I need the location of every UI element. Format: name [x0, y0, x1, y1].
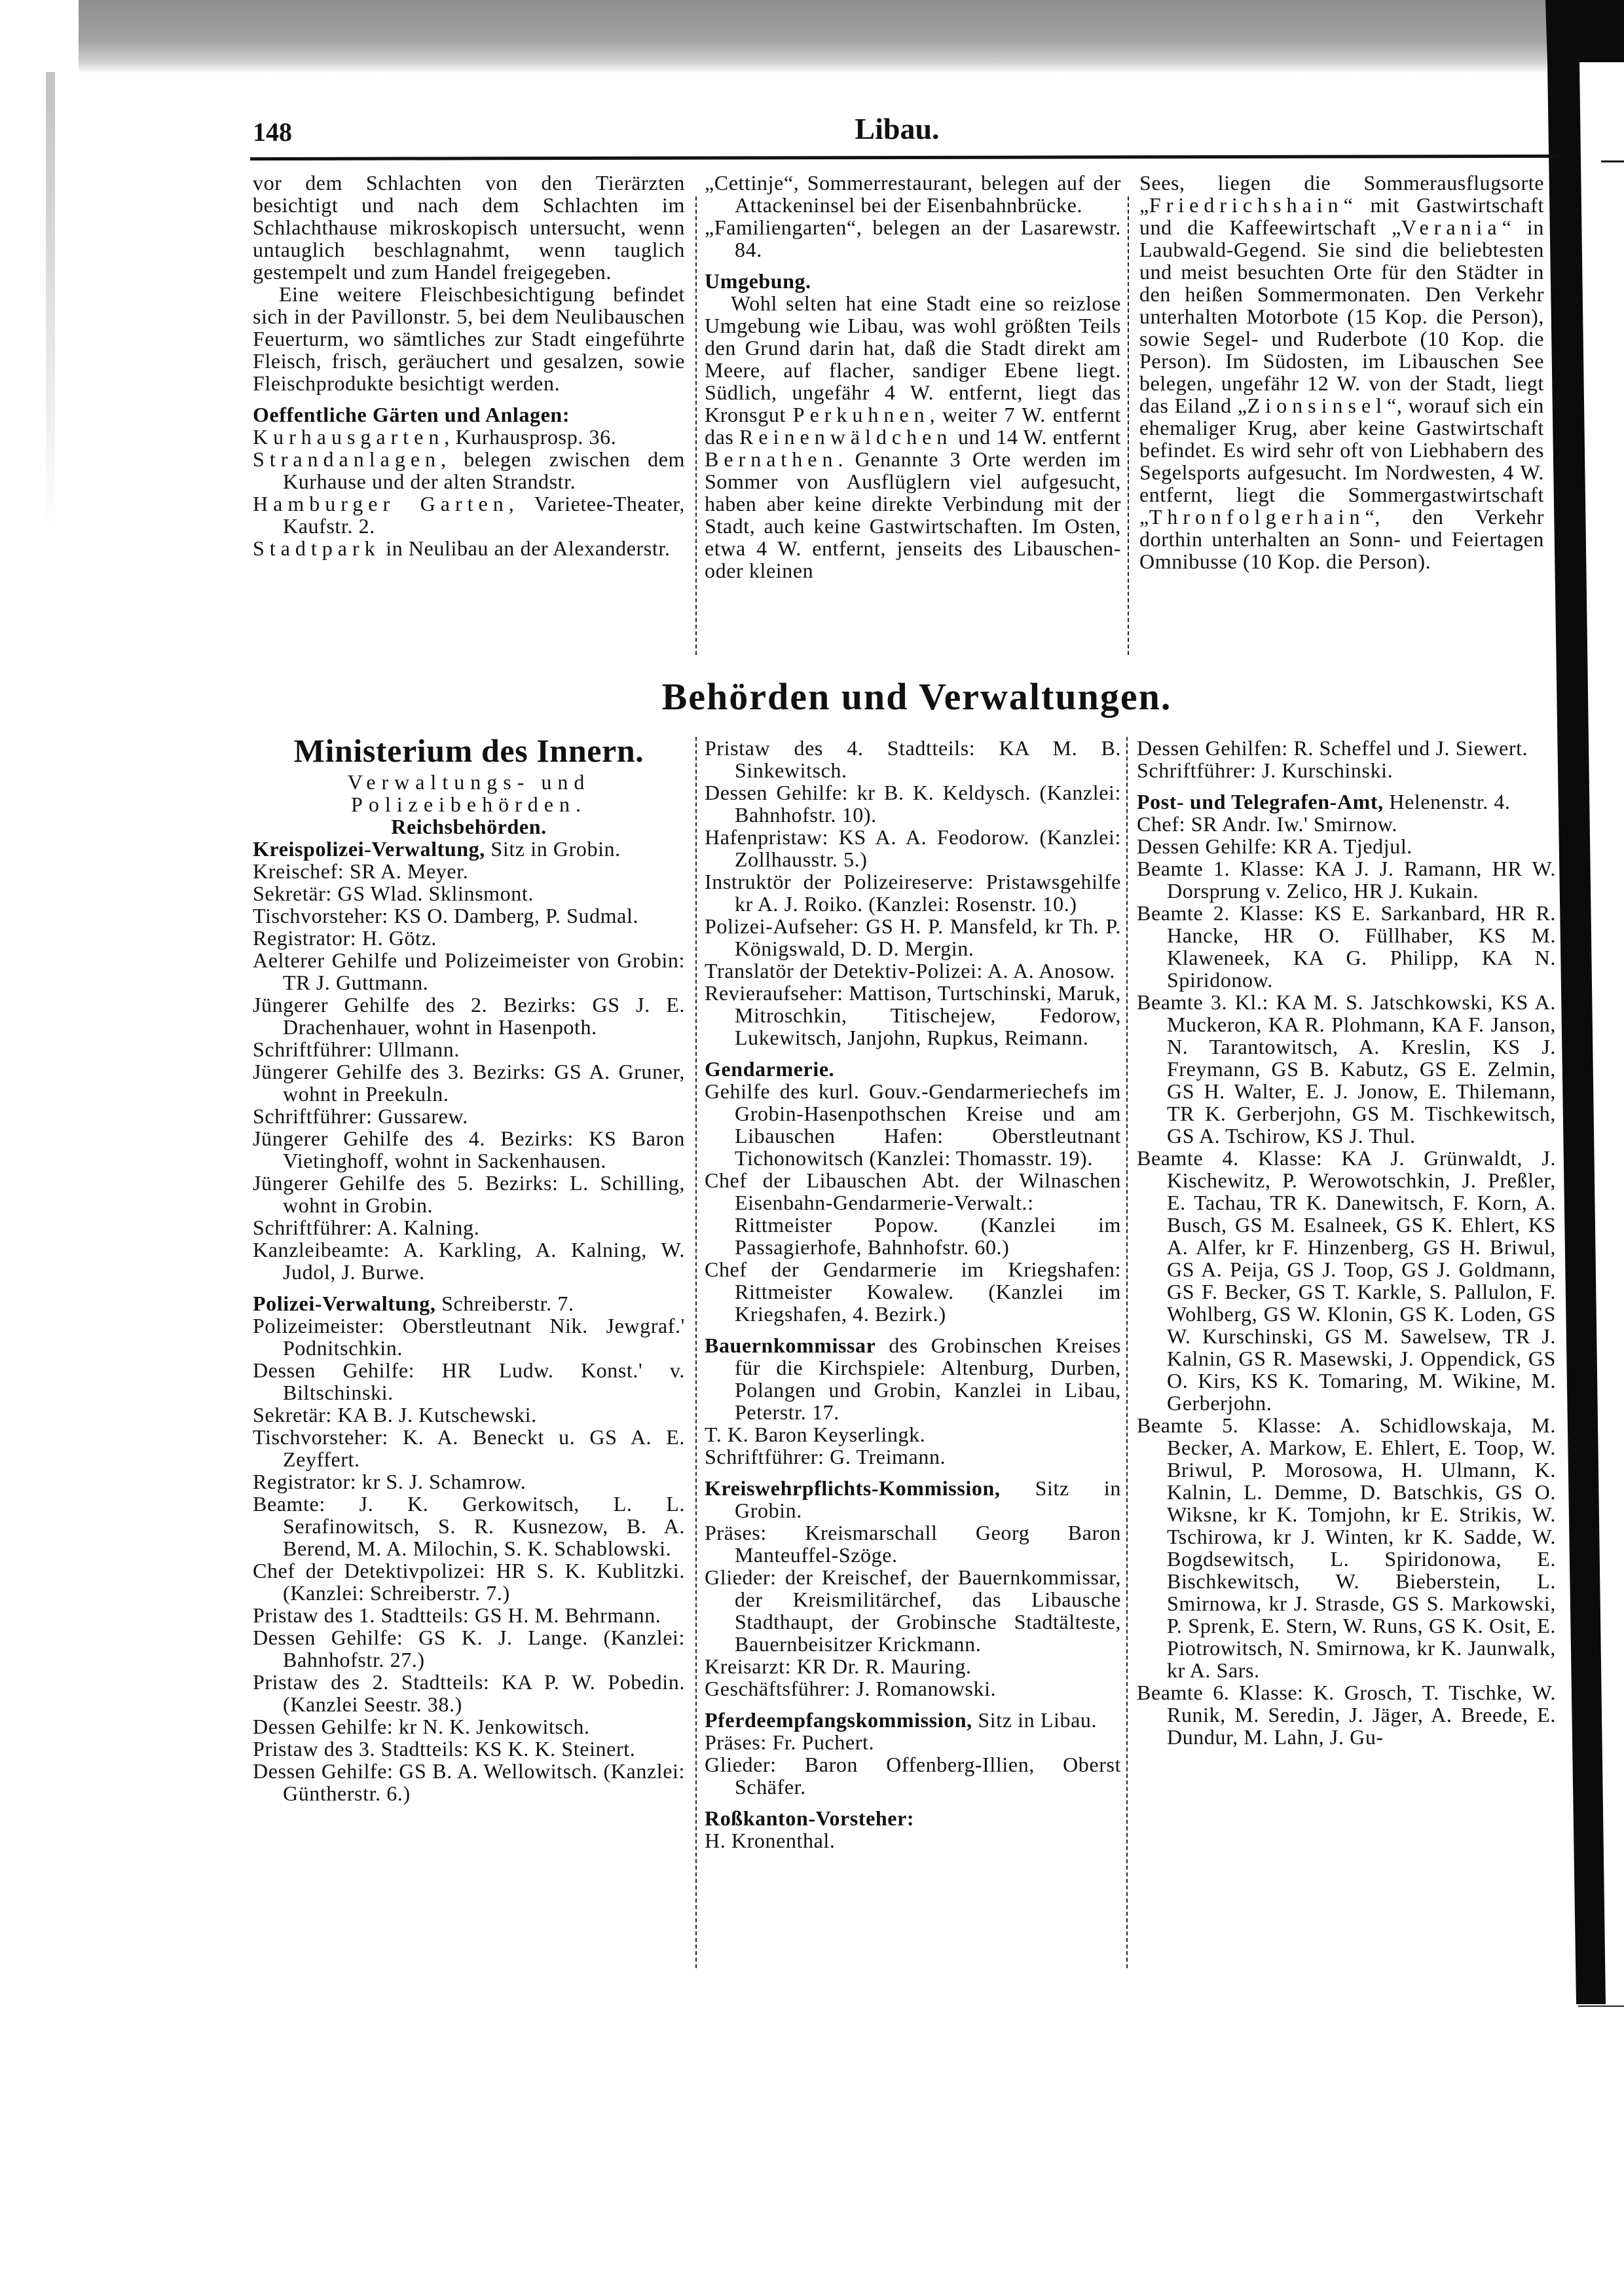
entry-text: “, den Verkehr dorthin unterhalten an Sonn- und Feiertagen Omnibusse (10 Kop. die Person).	[1139, 505, 1544, 573]
column-divider	[1128, 196, 1129, 655]
section-heading	[253, 403, 685, 426]
place-name: Friedrichshain	[1149, 193, 1344, 217]
text-entry	[253, 1315, 685, 1359]
text-entry	[1137, 813, 1556, 835]
text-entry	[253, 1426, 685, 1470]
text-entry	[705, 826, 1121, 870]
text-entry	[705, 1477, 1121, 1521]
scan-shadow-top	[79, 0, 1552, 73]
place-name: Bernathen	[705, 447, 838, 471]
entry-text: Aelterer Gehilfe und Polizeimeister von Grobin: TR J. Guttmann.	[253, 948, 685, 994]
entry-text: Chef der Gendarmerie im Kriegshafen: Rittmeister Kowalew. (Kanzlei im Kriegshafen, 4. Bezirk.)	[705, 1258, 1121, 1326]
text-entry	[705, 1521, 1121, 1566]
entry-text: Polizeimeister: Oberstleutnant Nik. Jewgraf.' Podnitschkin.	[253, 1314, 685, 1360]
text-entry	[705, 292, 1121, 582]
text-entry	[705, 737, 1121, 781]
entry-text: Beamte 2. Klasse: KS E. Sarkanbard, HR R. Hancke, HR O. Füllhaber, KS M. Klaweneek, KA G. Philipp, KA N. Spiridonow.	[1137, 901, 1556, 992]
text-entry	[253, 1715, 685, 1738]
entry-heading: Post- und Telegrafen-Amt,	[1137, 790, 1384, 813]
column-divider	[695, 737, 697, 1968]
text-entry	[1139, 172, 1544, 572]
entry-text: Dessen Gehilfe: GS K. J. Lange. (Kanzlei: Bahnhofstr. 27.)	[253, 1626, 685, 1671]
text-entry	[1137, 737, 1556, 759]
top-column-3	[1139, 172, 1544, 669]
text-entry	[1137, 991, 1556, 1147]
text-entry	[253, 1359, 685, 1404]
place-name: Reinenwäldchen	[739, 425, 953, 449]
entry-text: Polizei-Aufseher: GS H. P. Mansfeld, kr Th. P. Königswald, D. D. Mergin.	[705, 914, 1121, 960]
section-heading	[253, 771, 685, 815]
entry-heading: Roßkanton-Vorsteher:	[705, 1806, 915, 1830]
entry-text: des Grobinschen Kreises für die Kirchspiele: Altenburg, Durben, Polangen und Grobin, Kanzlei in Libau, Peterstr. 17.	[735, 1334, 1121, 1424]
place-name: Strandanlagen	[253, 447, 441, 471]
text-entry	[705, 1677, 1121, 1700]
text-entry	[705, 1169, 1121, 1258]
text-entry	[253, 1292, 685, 1315]
text-entry	[253, 493, 685, 537]
page-number: 148	[253, 117, 292, 147]
text-entry	[253, 1404, 685, 1426]
entry-text: Reichsbehörden.	[391, 815, 547, 838]
entry-text: Dessen Gehilfe: kr N. K. Jenkowitsch.	[253, 1715, 590, 1738]
place-name: Kurhausgarten	[253, 425, 445, 449]
entry-text: Beamte 6. Klasse: K. Grosch, T. Tischke, W. Runik, M. Seredin, J. Jäger, A. Breede, E. Dundur, M. Lahn, J. Gu-	[1137, 1681, 1556, 1749]
section-heading	[253, 730, 685, 771]
entry-text: Chef der Libauschen Abt. der Wilnaschen Eisenbahn-Gendarmerie-Verwalt.: Rittmeister Popow. (Kanzlei im Passagierhofe, Bahnhofstr. 60.)	[705, 1168, 1121, 1259]
entry-text: Schreiberstr. 7.	[435, 1292, 574, 1315]
entry-text: Kanzleibeamte: A. Karkling, A. Kalning, W. Judol, J. Burwe.	[253, 1238, 685, 1284]
section-title: Behörden und Verwaltungen.	[661, 675, 1172, 718]
text-entry	[253, 949, 685, 994]
entry-text: Eine weitere Fleischbesichtigung befindet sich in der Pavillonstr. 5, bei dem Neulibauschen Feuerturm, wo sämtliches zur Stadt eingeführte Fleisch, frisch, geräuchert und gesalzen, sowie Fleischprodukte besichtigt werden.	[253, 282, 685, 395]
entry-text: Translatör der Detektiv-Polizei: A. A. Anosow.	[705, 959, 1115, 982]
entry-text: Ministerium des Innern.	[293, 732, 644, 769]
entry-text: Gehilfe des kurl. Gouv.-Gendarmeriechefs im Grobin-Hasenpothschen Kreise und am Libauschen Hafen: Oberstleutnant Tichonowitsch (Kanzlei: Thomasstr. 19).	[705, 1079, 1121, 1170]
bottom-column-2	[705, 737, 1121, 1988]
text-entry	[1137, 1681, 1556, 1748]
entry-text: Hafenpristaw: KS A. A. Feodorow. (Kanzlei: Zollhausstr. 5.)	[705, 825, 1121, 871]
entry-text: Dessen Gehilfe: GS B. A. Wellowitsch. (Kanzlei: Güntherstr. 6.)	[253, 1759, 685, 1805]
entry-text: Schriftführer: Ullmann.	[253, 1037, 460, 1061]
entry-text: Glieder: Baron Offenberg-Illien, Oberst Schäfer.	[705, 1753, 1121, 1799]
entry-text: Schriftführer: J. Kurschinski.	[1137, 758, 1393, 782]
entry-text: Pristaw des 2. Stadtteils: KA P. W. Pobedin. (Kanzlei Seestr. 38.)	[253, 1670, 685, 1716]
place-name: Perkuhnen	[792, 403, 930, 426]
text-entry	[705, 1829, 1121, 1852]
text-entry	[253, 448, 685, 493]
text-entry	[253, 1604, 685, 1626]
entry-text: Jüngerer Gehilfe des 3. Bezirks: GS A. Gruner, wohnt in Preekuln.	[253, 1060, 685, 1106]
text-entry	[253, 1239, 685, 1283]
entry-text: Verwaltungs- und Polizeibehörden.	[347, 770, 591, 816]
text-entry	[705, 172, 1121, 216]
entry-text: Dessen Gehilfe: HR Ludw. Konst.' v. Biltschinski.	[253, 1358, 685, 1404]
section-heading	[705, 1058, 1121, 1080]
entry-text: Präses: Fr. Puchert.	[705, 1730, 875, 1754]
text-entry	[253, 1127, 685, 1172]
bottom-column-3	[1137, 737, 1556, 1988]
entry-text: „Familiengarten“, belegen an der Lasarewstr. 84.	[705, 215, 1121, 261]
column-divider	[695, 196, 697, 655]
text-entry	[253, 1060, 685, 1105]
entry-text: “ in Laubwald-Gegend. Sie sind die beliebtesten und meist besuchten Orte für den Städter in den heißen Sommermonaten. Den Verkehr unterhalten Motorbote (15 Kop. die Person), sowie Segel- und Ruderbote (10 Kop. die Person). Im Südosten, im Libauschen See belegen, ungefähr 12 W. von der Stadt, liegt das Eiland „	[1139, 215, 1544, 417]
entry-text: Dessen Gehilfe: kr B. K. Keldysch. (Kanzlei: Bahnhofstr. 10).	[705, 781, 1121, 827]
entry-text: , Kurhausprosp. 36.	[444, 425, 617, 449]
text-entry	[1137, 835, 1556, 857]
entry-text: Kreischef: SR A. Meyer.	[253, 859, 469, 883]
entry-heading: Kreispolizei-Verwaltung,	[253, 837, 485, 861]
text-entry	[253, 1671, 685, 1715]
entry-text: Kreisarzt: KR Dr. R. Mauring.	[705, 1654, 972, 1678]
top-column-1	[253, 172, 685, 669]
entry-text: Beamte 3. Kl.: KA M. S. Jatschkowski, KS A. Muckeron, KA R. Plohmann, KA F. Janson, N. Tarantowitsch, A. Kreslin, KS J. Freymann, GS B. Kabutz, GS E. Zelmin, GS H. Walter, E. J. Jonow, E. Thilemann, TR K. Gerberjohn, GS M. Tischkewitsch, GS A. Tschirow, KS J. Thul.	[1137, 990, 1556, 1148]
text-entry	[705, 216, 1121, 261]
text-entry	[705, 1566, 1121, 1655]
entry-text: Beamte 5. Klasse: A. Schidlowskaja, M. Becker, A. Markow, E. Ehlert, E. Toop, W. Briwul, P. Morosowa, H. Ulmann, K. Kalnin, L. Demme, D. Batschkis, GS O. Wiksne, kr K. Tomjohn, kr E. Strikis, W. Tschirowa, kr J. Winten, kr K. Sadde, W. Bogdsewitsch, L. Spiridonowa, E. Bischkewitsch, W. Bieberstein, L. Smirnowa, kr J. Strasde, GS S. Markowski, P. Sprenk, E. Stern, W. Runs, GS K. Osit, E. Piotrowitsch, N. Smirnowa, kr K. Jaunwalk, kr A. Sars.	[1137, 1413, 1556, 1682]
entry-text: Pristaw des 3. Stadtteils: KS K. K. Steinert.	[253, 1737, 636, 1761]
entry-text: Jüngerer Gehilfe des 5. Bezirks: L. Schilling, wohnt in Grobin.	[253, 1171, 685, 1217]
text-entry	[705, 781, 1121, 826]
entry-text: “ mit Gastwirtschaft und die Kaffeewirtschaft „	[1139, 193, 1544, 239]
entry-heading: Gendarmerie.	[705, 1057, 835, 1081]
entry-heading: Kreiswehrpflichts-Kommission,	[705, 1476, 1001, 1500]
entry-text: Helenenstr. 4.	[1383, 790, 1511, 813]
entry-text: Dessen Gehilfen: R. Scheffel und J. Siewert.	[1137, 737, 1528, 760]
entry-text: und 14 W. entfernt	[952, 425, 1121, 449]
place-name: Stadtpark	[253, 536, 380, 560]
text-entry	[253, 882, 685, 905]
text-entry	[1137, 759, 1556, 781]
entry-text: Revieraufseher: Mattison, Turtschinski, Maruk, Mitroschkin, Titischejew, Fedorow, Lukewitsch, Janjohn, Rupkus, Reimann.	[705, 981, 1121, 1049]
text-entry	[1137, 902, 1556, 991]
entry-text: Tischvorsteher: KS O. Damberg, P. Sudmal.	[253, 904, 639, 927]
entry-text: . Genannte 3 Orte werden im Sommer von Ausflüglern viel aufgesucht, haben aber keine direkte Verbindung mit der Stadt, auch keine Gastwirtschaften. Im Osten, etwa 4 W. entfernt, jenseits des Libauschen- oder kleinen	[705, 447, 1121, 582]
text-entry	[1137, 857, 1556, 902]
text-entry	[253, 1470, 685, 1493]
header-rule	[250, 155, 1560, 160]
entry-text: Chef der Detektivpolizei: HR S. K. Kublitzki. (Kanzlei: Schreiberstr. 7.)	[253, 1559, 685, 1605]
entry-text: Sitz in Libau.	[972, 1708, 1098, 1732]
entry-text: Wohl selten hat eine Stadt eine so reizlose Umgebung wie Libau, was wohl größten Teils den Grund darin hat, daß die Stadt direkt am Meere, auf flacher, sandiger Ebene liegt. Südlich, ungefähr 4 W. entfernt, liegt das Kronsgut	[705, 291, 1121, 426]
entry-text: Dessen Gehilfe: KR A. Tjedjul.	[1137, 834, 1412, 858]
entry-text: Sekretär: KA B. J. Kutschewski.	[253, 1403, 537, 1427]
entry-text: , belegen zwischen dem Kurhause und der alten Strandstr.	[283, 447, 685, 493]
entry-heading: Oeffentliche Gärten und Anlagen:	[253, 403, 570, 426]
text-entry	[705, 1080, 1121, 1169]
entry-text: Sees, liegen die Sommerausflugsorte „	[1139, 172, 1544, 217]
entry-text: Tischvorsteher: K. A. Beneckt u. GS A. E. Zeyffert.	[253, 1425, 685, 1471]
place-name: Thronfolgerhain	[1149, 505, 1365, 529]
top-column-2	[705, 172, 1121, 669]
entry-text: „Cettinje“, Sommerrestaurant, belegen auf der Attackeninsel bei der Eisenbahnbrücke.	[705, 172, 1121, 217]
text-entry	[253, 283, 685, 394]
text-entry	[253, 537, 685, 559]
text-entry	[253, 1105, 685, 1127]
text-entry	[705, 1334, 1121, 1423]
text-entry	[705, 1709, 1121, 1731]
text-entry	[1137, 1147, 1556, 1414]
entry-text: “, worauf sich ein ehemaliger Krug, aber keine Gastwirtschaft befindet. Es wird sehr oft von Liebhabern des Segelsports aufgesucht. Im Nordwesten, 4 W. entfernt, liegt die Sommergastwirtschaft „	[1139, 394, 1544, 529]
text-entry	[253, 994, 685, 1038]
entry-text: T. K. Baron Keyserlingk.	[705, 1423, 926, 1446]
text-entry	[253, 1172, 685, 1216]
entry-text: Präses: Kreismarschall Georg Baron Manteuffel-Szöge.	[705, 1521, 1121, 1567]
running-title: Libau.	[855, 112, 940, 145]
entry-heading: Umgebung.	[705, 269, 811, 293]
entry-text: H. Kronenthal.	[705, 1829, 836, 1852]
place-name: Hamburger Garten	[253, 492, 509, 515]
entry-text: Jüngerer Gehilfe des 4. Bezirks: KS Baron Vietinghoff, wohnt in Sackenhausen.	[253, 1127, 685, 1172]
entry-text: Sekretär: GS Wlad. Sklinsmont.	[253, 882, 534, 905]
entry-heading: Pferdeempfangskommission,	[705, 1708, 972, 1732]
entry-text: Beamte 1. Klasse: KA J. J. Ramann, HR W. Dorsprung v. Zelico, HR J. Kukain.	[1137, 857, 1556, 903]
entry-text: Jüngerer Gehilfe des 2. Bezirks: GS J. E. Drachenhauer, wohnt in Hasenpoth.	[253, 993, 685, 1039]
entry-text: in Neulibau an der Alexanderstr.	[380, 536, 671, 560]
text-entry	[705, 1423, 1121, 1446]
text-entry	[253, 838, 685, 860]
entry-text: , Varietee-Theater, Kaufstr. 2.	[283, 492, 685, 538]
entry-text: Pristaw des 1. Stadtteils: GS H. M. Behrmann.	[253, 1603, 661, 1627]
text-entry	[253, 1216, 685, 1239]
text-entry	[1137, 791, 1556, 813]
entry-text: Glieder: der Kreischef, der Bauernkommissar, der Kreismilitärchef, das Libausche Stadthaupt, der Grobinsche Stadtälteste, Bauernbeisitzer Krickmann.	[705, 1565, 1121, 1656]
text-entry	[705, 1446, 1121, 1468]
text-entry	[253, 860, 685, 882]
book-gutter-shadow	[1545, 0, 1624, 2011]
text-entry	[253, 1559, 685, 1604]
text-entry	[253, 927, 685, 949]
next-page-edge	[1578, 2006, 1624, 2007]
next-page-rule	[1601, 160, 1624, 162]
entry-text: Schriftführer: G. Treimann.	[705, 1445, 946, 1468]
entry-text: , weiter 7 W. entfernt das	[705, 403, 1121, 449]
entry-text: Pristaw des 4. Stadtteils: KA M. B. Sinkewitsch.	[705, 737, 1121, 782]
entry-heading: Polizei-Verwaltung,	[253, 1292, 436, 1315]
section-heading	[705, 270, 1121, 292]
place-name: Zionsinsel	[1247, 394, 1388, 417]
column-divider	[1126, 737, 1128, 1968]
text-entry	[253, 172, 685, 283]
place-name: Verania	[1401, 215, 1502, 239]
entry-text: Registrator: kr S. J. Schamrow.	[253, 1470, 526, 1493]
text-entry	[705, 960, 1121, 982]
text-entry	[253, 1038, 685, 1060]
entry-text: Beamte: J. K. Gerkowitsch, L. L. Serafinowitsch, S. R. Kusnezow, B. A. Berend, M. A. Milochin, S. K. Schablowski.	[253, 1492, 685, 1560]
scan-shadow-left	[46, 72, 55, 531]
text-entry	[705, 1731, 1121, 1753]
entry-text: Chef: SR Andr. Iw.' Smirnow.	[1137, 812, 1397, 836]
text-entry	[705, 915, 1121, 960]
text-entry	[253, 1760, 685, 1804]
section-heading	[253, 815, 685, 838]
entry-text: Instruktör der Polizeireserve: Pristawsgehilfe kr A. J. Roiko. (Kanzlei: Rosenstr. 10.)	[705, 870, 1121, 916]
entry-text: Registrator: H. Götz.	[253, 926, 437, 950]
entry-text: Sitz in Grobin.	[735, 1476, 1121, 1522]
entry-text: Geschäftsführer: J. Romanowski.	[705, 1677, 997, 1700]
bottom-column-1	[253, 730, 685, 1988]
text-entry	[705, 1807, 1121, 1829]
text-entry	[705, 1753, 1121, 1798]
entry-text: Schriftführer: Gussarew.	[253, 1104, 468, 1128]
text-entry	[705, 982, 1121, 1049]
text-entry	[1137, 1414, 1556, 1681]
entry-text: Beamte 4. Klasse: KA J. Grünwaldt, J. Kischewitz, P. Werowotschkin, J. Preßler, E. Tachau, TR K. Danewitsch, F. Korn, A. Busch, GS M. Esalneek, GS K. Ehlert, KS A. Alfer, kr F. Hinzenberg, GS H. Briwul, GS A. Peija, GS J. Toop, GS J. Goldmann, GS F. Becker, GS T. Karkle, S. Pallulon, F. Wohlberg, GS W. Klonin, GS K. Loden, GS W. Kurschinski, GS M. Sawelsew, TR J. Kalnin, GS R. Masewski, J. Oppendick, GS O. Kirs, KS K. Tomaring, M. Wikine, M. Gerberjohn.	[1137, 1146, 1556, 1415]
text-entry	[253, 1493, 685, 1559]
text-entry	[705, 1655, 1121, 1677]
entry-heading: Bauernkommissar	[705, 1334, 876, 1357]
text-entry	[253, 426, 685, 448]
text-entry	[253, 1738, 685, 1760]
text-entry	[253, 1626, 685, 1671]
entry-text: vor dem Schlachten von den Tierärzten besichtigt und nach dem Schlachten im Schlachthause mikroskopisch untersucht, wenn untauglich beschlagnahmt, wenn tauglich gestempelt und zum Handel freigegeben.	[253, 172, 685, 284]
entry-text: Schriftführer: A. Kalning.	[253, 1216, 480, 1239]
text-entry	[253, 905, 685, 927]
entry-text: Sitz in Grobin.	[485, 837, 621, 861]
text-entry	[705, 1258, 1121, 1325]
text-entry	[705, 870, 1121, 915]
